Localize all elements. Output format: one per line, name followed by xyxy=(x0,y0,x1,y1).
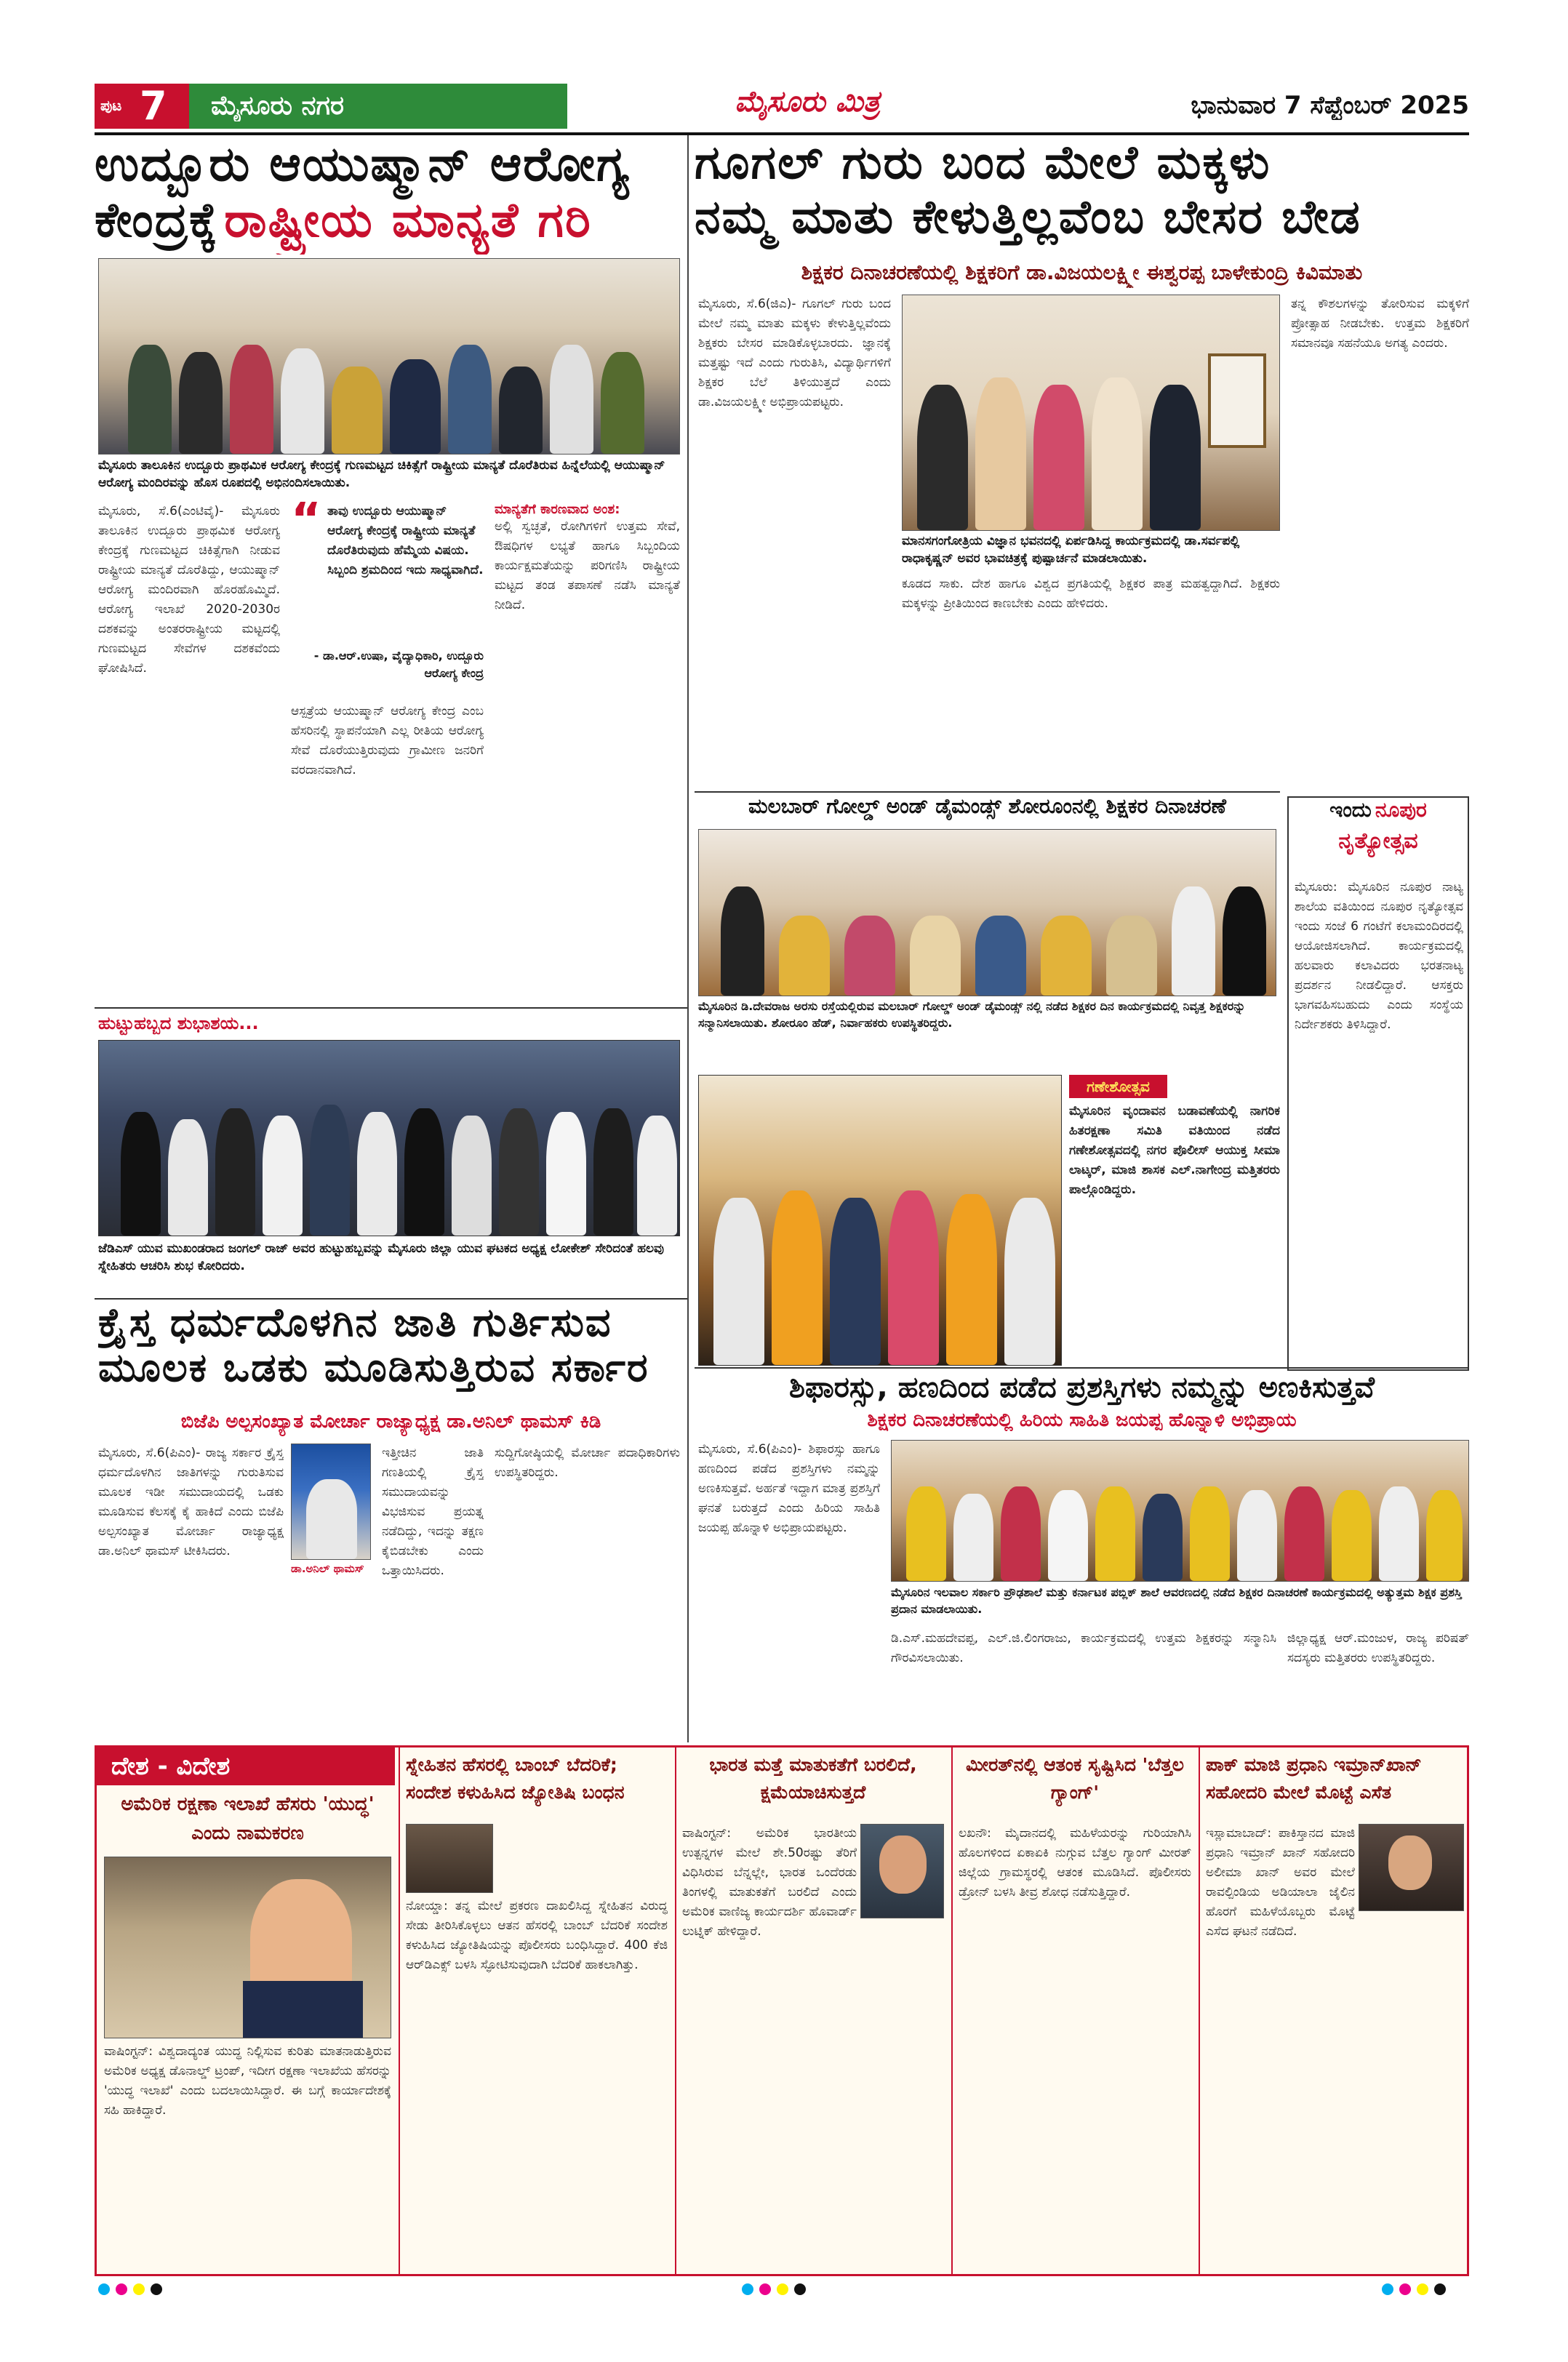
world-s5-photo xyxy=(1359,1824,1464,1911)
world-s3-photo xyxy=(860,1824,944,1918)
story1-body-col1: ಮೈಸೂರು, ಸೆ.6(ಎಂಟಿವೈ)- ಮೈಸೂರು ತಾಲೂಕಿನ ಉದ್ಬೂರು ಪ್ರಾಥಮಿಕ ಆರೋಗ್ಯ ಕೇಂದ್ರಕ್ಕೆ ಗುಣಮಟ್ಟದ ಚಿಕಿತ್ಸೆಗಾಗಿ ನೀಡುವ ರಾಷ್ಟ್ರೀಯ ಮಾನ್ಯತೆ ದೊರೆತಿದ್ದು, ಆಯುಷ್ಮಾನ್ ಆರೋಗ್ಯ ಮಂದಿರವಾಗಿ ಹೊರಹೊಮ್ಮಿದೆ. ಆರೋಗ್ಯ ಇಲಾಖೆ 2020-2030ರ ದಶಕವನ್ನು ಅಂತರರಾಷ್ಟ್ರೀಯ ಮಟ್ಟದಲ್ಲಿ ಗುಣಮಟ್ಟದ ಸೇವೆಗಳ ದಶಕವೆಂದು ಘೋಷಿಸಿದೆ. xyxy=(98,504,280,676)
world-strip xyxy=(95,1745,1469,2276)
story1-headline xyxy=(95,138,684,255)
bday-label: ಹುಟ್ಟುಹಬ್ಬದ ಶುಭಾಶಯ... xyxy=(98,1013,259,1033)
story1-body-col3: ಅಲ್ಲಿ ಸ್ವಚ್ಛತೆ, ರೋಗಿಗಳಿಗೆ ಉತ್ತಮ ಸೇವೆ, ಔಷಧಿಗಳ ಲಭ್ಯತೆ ಹಾಗೂ ಸಿಬ್ಬಂದಿಯ ಕಾರ್ಯಕ್ಷಮತೆಯನ್ನು ಪರಿಗಣಿಸಿ ರಾಷ್ಟ್ರೀಯ ಮಟ್ಟದ ತಂಡ ತಪಾಸಣೆ ನಡೆಸಿ ಮಾನ್ಯತೆ ನೀಡಿದೆ. xyxy=(495,519,680,612)
story4-photo xyxy=(698,829,1276,996)
story3-headline xyxy=(695,138,1469,255)
story5-box xyxy=(1287,796,1469,1371)
registration-dots-left xyxy=(98,2283,185,2298)
story2-subhead: ಬಿಜೆಪಿ ಅಲ್ಪಸಂಖ್ಯಾತ ಮೋರ್ಚಾ ರಾಜ್ಯಾಧ್ಯಕ್ಷ ಡಾ.ಅನಿಲ್ ಥಾಮಸ್ ಕಿಡಿ xyxy=(180,1411,601,1433)
page-number-badge xyxy=(95,84,189,129)
bday-photo xyxy=(98,1040,680,1236)
story6-body: ಮೈಸೂರಿನ ವೃಂದಾವನ ಬಡಾವಣೆಯಲ್ಲಿ ನಾಗರಿಕ ಹಿತರಕ್ಷಣಾ ಸಮಿತಿ ವತಿಯಿಂದ ನಡೆದ ಗಣೇಶೋತ್ಸವದಲ್ಲಿ ನಗರ ಪೊಲೀಸ್ ಆಯುಕ್ತ ಸೀಮಾ ಲಾಟ್ಕರ್, ಮಾಜಿ ಶಾಸಕ ಎಲ್.ನಾಗೇಂದ್ರ ಮತ್ತಿತರರು ಪಾಲ್ಗೊಂಡಿದ್ದರು. xyxy=(1069,1104,1280,1197)
registration-dots-right xyxy=(1382,2283,1469,2298)
world-s1-photo xyxy=(104,1857,391,2038)
story3-body-col1: ಮೈಸೂರು, ಸೆ.6(ಜಿಎ)- ಗೂಗಲ್ ಗುರು ಬಂದ ಮೇಲೆ ನಮ್ಮ ಮಾತು ಮಕ್ಕಳು ಕೇಳುತ್ತಿಲ್ಲವೆಂದು ಶಿಕ್ಷಕರು ಬೇಸರ ಮಾಡಿಕೊಳ್ಳಬಾರದು. ಜ್ಞಾನಕ್ಕೆ ಮತ್ತಷ್ಟು ಇದೆ ಎಂದು ಗುರುತಿಸಿ, ವಿದ್ಯಾರ್ಥಿಗಳಿಗೆ ಶಿಕ್ಷಕರ ಬೆಲೆ ತಿಳಿಯುತ್ತದೆ ಎಂದು ಡಾ.ವಿಜಯಲಕ್ಷ್ಮೀ ಅಭಿಪ್ರಾಯಪಟ್ಟರು. xyxy=(698,297,891,409)
story7-body-col3: ಜಿಲ್ಲಾಧ್ಯಕ್ಷ ಆರ್.ಮಂಜುಳ, ರಾಜ್ಯ ಪರಿಷತ್ ಸದಸ್ಯರು ಮತ್ತಿತರರು ಉಪಸ್ಥಿತರಿದ್ದರು. xyxy=(1287,1631,1469,1665)
world-s5-headline: ಪಾಕ್ ಮಾಜಿ ಪ್ರಧಾನಿ ಇಮ್ರಾನ್‌ಖಾನ್ ಸಹೋದರಿ ಮೇಲೆ ಮೊಟ್ಟೆ ಎಸೆತ xyxy=(1206,1754,1422,1803)
story3-subhead: ಶಿಕ್ಷಕರ ದಿನಾಚರಣೆಯಲ್ಲಿ ಶಿಕ್ಷಕರಿಗೆ ಡಾ.ವಿಜಯಲಕ್ಷ್ಮೀ ಈಶ್ವರಪ್ಪ ಬಾಳೇಕುಂದ್ರಿ ಕಿವಿಮಾತು xyxy=(801,260,1363,284)
story6-photo xyxy=(698,1075,1062,1366)
story1-quote: ತಾವು ಉದ್ಬೂರು ಆಯುಷ್ಮಾನ್ ಆರೋಗ್ಯ ಕೇಂದ್ರಕ್ಕೆ ರಾಷ್ಟ್ರೀಯ ಮಾನ್ಯತೆ ದೊರೆತಿರುವುದು ಹೆಮ್ಮೆಯ ವಿಷಯ. ಸಿಬ್ಬಂದಿ ಶ್ರಮದಿಂದ ಇದು ಸಾಧ್ಯವಾಗಿದೆ. xyxy=(327,504,484,577)
world-s1-headline: ಅಮೆರಿಕ ರಕ್ಷಣಾ ಇಲಾಖೆ ಹೆಸರು 'ಯುದ್ಧ' ಎಂದು ನಾಮಕರಣ xyxy=(121,1793,375,1844)
story7-subhead: ಶಿಕ್ಷಕರ ದಿನಾಚರಣೆಯಲ್ಲಿ ಹಿರಿಯ ಸಾಹಿತಿ ಜಯಪ್ಪ ಹೊನ್ನಾಳಿ ಅಭಿಪ್ರಾಯ xyxy=(867,1409,1297,1431)
world-s5-body: ಇಸ್ಲಾಮಾಬಾದ್: ಪಾಕಿಸ್ತಾನದ ಮಾಜಿ ಪ್ರಧಾನಿ ಇಮ್ರಾನ್ ಖಾನ್ ಸಹೋದರಿ ಅಲೀಮಾ ಖಾನ್ ಅವರ ಮೇಲೆ ರಾವಲ್ಪಿಂಡಿಯ ಅಡಿಯಾಲಾ ಜೈಲಿನ ಹೊರಗೆ ಮಹಿಳೆಯೊಬ್ಬರು ಮೊಟ್ಟೆ ಎಸೆದ ಘಟನೆ ನಡೆದಿದೆ. xyxy=(1206,1826,1355,1939)
story3-photo xyxy=(902,295,1280,531)
story7-rule xyxy=(695,1367,1469,1369)
story3-headline-line1: ಗೂಗಲ್ ಗುರು ಬಂದ ಮೇಲೆ ಮಕ್ಕಳು xyxy=(695,138,1271,190)
story4-rule xyxy=(695,791,1280,793)
column-divider xyxy=(687,135,689,1742)
story3-body-col3: ತನ್ನ ಕೌಶಲಗಳನ್ನು ತೋರಿಸುವ ಮಕ್ಕಳಿಗೆ ಪ್ರೋತ್ಸಾಹ ನೀಡಬೇಕು. ಉತ್ತಮ ಶಿಕ್ಷಕರಿಗೆ ಸಮಾನವೂ ಸಹನೆಯೂ ಅಗತ್ಯ ಎಂದರು. xyxy=(1291,297,1469,351)
story7-caption: ಮೈಸೂರಿನ ಇಲವಾಲ ಸರ್ಕಾರಿ ಪ್ರೌಢಶಾಲೆ ಮತ್ತು ಕರ್ನಾಟಕ ಪಬ್ಲಿಕ್ ಶಾಲೆ ಆವರಣದಲ್ಲಿ ನಡೆದ ಶಿಕ್ಷಕರ ದಿನಾಚರಣೆ ಕಾರ್ಯಕ್ರಮದಲ್ಲಿ ಅತ್ಯುತ್ತಮ ಶಿಕ್ಷಕ ಪ್ರಶಸ್ತಿ ಪ್ರದಾನ ಮಾಡಲಾಯಿತು. xyxy=(891,1585,1462,1616)
date-line: ಭಾನುವಾರ 7 ಸೆಪ್ಟೆಂಬರ್ 2025 xyxy=(1191,91,1469,120)
story1-col3 xyxy=(495,502,680,996)
story2-body-col2: ಇತ್ತೀಚಿನ ಜಾತಿ ಗಣತಿಯಲ್ಲಿ ಕ್ರೈಸ್ತ ಸಮುದಾಯವನ್ನು ವಿಭಜಿಸುವ ಪ್ರಯತ್ನ ನಡೆದಿದ್ದು, ಇದನ್ನು ತಕ್ಷಣ ಕೈಬಿಡಬೇಕು ಎಂದು ಒತ್ತಾಯಿಸಿದರು. xyxy=(382,1446,484,1578)
story7-body-col2: ಡಿ.ಎಸ್.ಮಹದೇವಪ್ಪ, ಎಲ್.ಜಿ.ಲಿಂಗರಾಜು, ಕಾರ್ಯಕ್ರಮದಲ್ಲಿ ಉತ್ತಮ ಶಿಕ್ಷಕರನ್ನು ಸನ್ಮಾನಿಸಿ ಗೌರವಿಸಲಾಯಿತು. xyxy=(891,1631,1276,1665)
world-header xyxy=(97,1748,395,1785)
world-s1-body: ವಾಷಿಂಗ್ಟನ್: ವಿಶ್ವದಾದ್ಯಂತ ಯುದ್ಧ ನಿಲ್ಲಿಸುವ ಕುರಿತು ಮಾತನಾಡುತ್ತಿರುವ ಅಮೆರಿಕ ಅಧ್ಯಕ್ಷ ಡೊನಾಲ್ಡ್ ಟ್ರಂಪ್, ಇದೀಗ ರಕ್ಷಣಾ ಇಲಾಖೆಯ ಹೆಸರನ್ನು 'ಯುದ್ಧ ಇಲಾಖೆ' ಎಂದು ಬದಲಾಯಿಸಿದ್ದಾರೆ. ಈ ಬಗ್ಗೆ ಕಾರ್ಯಾದೇಶಕ್ಕೆ ಸಹಿ ಹಾಕಿದ್ದಾರೆ. xyxy=(104,2044,391,2118)
story2-photo xyxy=(291,1444,371,1560)
story5-headline xyxy=(1289,798,1468,874)
story3-body-col2: ಕೂಡದ ಸಾಕು. ದೇಶ ಹಾಗೂ ವಿಶ್ವದ ಪ್ರಗತಿಯಲ್ಲಿ ಶಿಕ್ಷಕರ ಪಾತ್ರ ಮಹತ್ವದ್ದಾಗಿದೆ. ಶಿಕ್ಷಕರು ಮಕ್ಕಳನ್ನು ಪ್ರೀತಿಯಿಂದ ಕಾಣಬೇಕು ಎಂದು ಹೇಳಿದರು. xyxy=(902,577,1280,611)
world-s2-photo xyxy=(406,1824,493,1893)
story1-quote-author: - ಡಾ.ಆರ್.ಉಷಾ, ವೈದ್ಯಾಧಿಕಾರಿ, ಉದ್ಬೂರು ಆರೋಗ್ಯ ಕೇಂದ್ರ xyxy=(313,649,484,680)
world-s3-body: ವಾಷಿಂಗ್ಟನ್: ಅಮೆರಿಕ ಭಾರತೀಯ ಉತ್ಪನ್ನಗಳ ಮೇಲೆ ಶೇ.50ರಷ್ಟು ತೆರಿಗೆ ವಿಧಿಸಿರುವ ಬೆನ್ನಲ್ಲೇ, ಭಾರತ ಒಂದೆರಡು ತಿಂಗಳಲ್ಲಿ ಮಾತುಕತೆಗೆ ಬರಲಿದೆ ಎಂದು ಅಮೆರಿಕ ವಾಣಿಜ್ಯ ಕಾರ್ಯದರ್ಶಿ ಹೊವಾರ್ಡ್ ಲುಟ್ನಿಕ್ ಹೇಳಿದ್ದಾರೆ. xyxy=(682,1826,857,1939)
world-s3-headline: ಭಾರತ ಮತ್ತೆ ಮಾತುಕತೆಗೆ ಬರಲಿದೆ, ಕ್ಷಮೆಯಾಚಿಸುತ್ತದೆ xyxy=(709,1754,917,1803)
story7-body-col1: ಮೈಸೂರು, ಸೆ.6(ಪಿಎಂ)- ಶಿಫಾರಸ್ಸು ಹಾಗೂ ಹಣದಿಂದ ಪಡೆದ ಪ್ರಶಸ್ತಿಗಳು ನಮ್ಮನ್ನು ಅಣಕಿಸುತ್ತವೆ. ಅರ್ಹತೆ ಇದ್ದಾಗ ಮಾತ್ರ ಪ್ರಶಸ್ತಿಗೆ ಘನತೆ ಬರುತ್ತದೆ ಎಂದು ಹಿರಿಯ ಸಾಹಿತಿ ಜಯಪ್ಪ ಹೊನ್ನಾಳಿ ಅಭಿಪ್ರಾಯಪಟ್ಟರು. xyxy=(698,1442,880,1535)
story4-headline: ಮಲಬಾರ್ ಗೋಲ್ಡ್ ಅಂಡ್ ಡೈಮಂಡ್ಸ್ ಶೋರೂಂನಲ್ಲಿ ಶಿಕ್ಷಕರ ದಿನಾಚರಣೆ xyxy=(748,794,1226,818)
story2-body-col3: ಸುದ್ದಿಗೋಷ್ಠಿಯಲ್ಲಿ ಮೋರ್ಚಾ ಪದಾಧಿಕಾರಿಗಳು ಉಪಸ್ಥಿತರಿದ್ದರು. xyxy=(495,1446,680,1480)
world-s2-headline: ಸ್ನೇಹಿತನ ಹೆಸರಲ್ಲಿ ಬಾಂಬ್ ಬೆದರಿಕೆ; ಸಂದೇಶ ಕಳುಹಿಸಿದ ಜ್ಯೋತಿಷಿ ಬಂಧನ xyxy=(406,1754,625,1803)
story2-body-col1: ಮೈಸೂರು, ಸೆ.6(ಪಿಎಂ)- ರಾಜ್ಯ ಸರ್ಕಾರ ಕ್ರೈಸ್ತ ಧರ್ಮದೊಳಗಿನ ಜಾತಿಗಳನ್ನು ಗುರುತಿಸುವ ಮೂಲಕ ಇಡೀ ಸಮುದಾಯದಲ್ಲಿ ಒಡಕು ಮೂಡಿಸುವ ಕೆಲಸಕ್ಕೆ ಕೈ ಹಾಕಿದೆ ಎಂದು ಬಿಜೆಪಿ ಅಲ್ಪಸಂಖ್ಯಾತ ಮೋರ್ಚಾ ರಾಜ್ಯಾಧ್ಯಕ್ಷ ಡಾ.ಅನಿಲ್ ಥಾಮಸ್ ಟೀಕಿಸಿದರು. xyxy=(98,1446,284,1558)
story7-photo xyxy=(891,1440,1469,1582)
masthead xyxy=(95,84,1469,129)
paper-name: ಮೈಸೂರು ಮಿತ್ರ xyxy=(735,85,880,119)
story2-headline xyxy=(98,1302,684,1411)
story2-headline-line1: ಕ್ರೈಸ್ತ ಧರ್ಮದೊಳಗಿನ ಜಾತಿ ಗುರ್ತಿಸುವ xyxy=(98,1302,612,1345)
story5-headline-name: ನೂಪುರ xyxy=(1375,798,1427,822)
page-number: 7 xyxy=(140,84,167,129)
section-label: ಮೈಸೂರು ನಗರ xyxy=(211,91,345,121)
world-s2-body: ನೋಯ್ಡಾ: ತನ್ನ ಮೇಲೆ ಪ್ರಕರಣ ದಾಖಲಿಸಿದ್ದ ಸ್ನೇಹಿತನ ವಿರುದ್ಧ ಸೇಡು ತೀರಿಸಿಕೊಳ್ಳಲು ಆತನ ಹೆಸರಲ್ಲಿ ಬಾಂಬ್ ಬೆದರಿಕೆ ಸಂದೇಶ ಕಳುಹಿಸಿದ ಜ್ಯೋತಿಷಿಯನ್ನು ಪೊಲೀಸರು ಬಂಧಿಸಿದ್ದಾರೆ. 400 ಕೆಜಿ ಆರ್‌ಡಿಎಕ್ಸ್ ಬಳಸಿ ಸ್ಫೋಟಿಸುವುದಾಗಿ ಬೆದರಿಕೆ ಹಾಕಲಾಗಿತ್ತು. xyxy=(406,1899,668,1972)
story7-headline: ಶಿಫಾರಸ್ಸು, ಹಣದಿಂದ ಪಡೆದ ಪ್ರಶಸ್ತಿಗಳು ನಮ್ಮನ್ನು ಅಣಕಿಸುತ್ತವೆ xyxy=(789,1371,1375,1404)
story1-quote-box xyxy=(291,502,484,698)
story2-photo-name: ಡಾ.ಅನಿಲ್ ಥಾಮಸ್ xyxy=(291,1562,364,1575)
story5-headline-today: ಇಂದು xyxy=(1329,798,1372,822)
world-s4-headline: ಮೀರತ್‌ನಲ್ಲಿ ಆತಂಕ ಸೃಷ್ಟಿಸಿದ 'ಬೆತ್ತಲ ಗ್ಯಾಂಗ್' xyxy=(966,1754,1184,1803)
story1-body-col2: ಆಸ್ಪತ್ರೆಯ ಆಯುಷ್ಮಾನ್ ಆರೋಗ್ಯ ಕೇಂದ್ರ ಎಂಬ ಹೆಸರಿನಲ್ಲಿ ಸ್ಥಾಪನೆಯಾಗಿ ಎಲ್ಲ ರೀತಿಯ ಆರೋಗ್ಯ ಸೇವೆ ದೊರೆಯುತ್ತಿರುವುದು ಗ್ರಾಮೀಣ ಜನರಿಗೆ ವರದಾನವಾಗಿದೆ. xyxy=(291,704,484,777)
story4-caption: ಮೈಸೂರಿನ ಡಿ.ದೇವರಾಜ ಅರಸು ರಸ್ತೆಯಲ್ಲಿರುವ ಮಲಬಾರ್ ಗೋಲ್ಡ್ ಅಂಡ್ ಡೈಮಂಡ್ಸ್ ನಲ್ಲಿ ನಡೆದ ಶಿಕ್ಷಕರ ದಿನ ಕಾರ್ಯಕ್ರಮದಲ್ಲಿ ನಿವೃತ್ತ ಶಿಕ್ಷಕರನ್ನು ಸನ್ಮಾನಿಸಲಾಯಿತು. ಶೋರೂಂ ಹೆಡ್, ನಿರ್ವಾಹಕರು ಉಪಸ್ಥಿತರಿದ್ದರು. xyxy=(698,999,1246,1030)
story5-headline-event: ನೃತ್ಯೋತ್ಸವ xyxy=(1338,828,1418,854)
story1-headline-line2a: ಕೇಂದ್ರಕ್ಕೆ xyxy=(95,192,219,249)
story3-caption: ಮಾನಸಗಂಗೋತ್ರಿಯ ವಿಜ್ಞಾನ ಭವನದಲ್ಲಿ ಏರ್ಪಡಿಸಿದ್ದ ಕಾರ್ಯಕ್ರಮದಲ್ಲಿ ಡಾ.ಸರ್ವಪಲ್ಲಿ ರಾಧಾಕೃಷ್ಣನ್ ಅವರ ಭಾವಚಿತ್ರಕ್ಕೆ ಪುಷ್ಪಾರ್ಚನೆ ಮಾಡಲಾಯಿತು. xyxy=(902,534,1240,566)
story2-headline-line2: ಮೂಲಕ ಒಡಕು ಮೂಡಿಸುತ್ತಿರುವ ಸರ್ಕಾರ xyxy=(98,1345,649,1391)
story5-body: ಮೈಸೂರು: ಮೈಸೂರಿನ ನೂಪುರ ನಾಟ್ಯ ಶಾಲೆಯ ವತಿಯಿಂದ ನೂಪುರ ನೃತ್ಯೋತ್ಸವ ಇಂದು ಸಂಜೆ 6 ಗಂಟೆಗೆ ಕಲಾಮಂದಿರದಲ್ಲಿ ಆಯೋಜಿಸಲಾಗಿದೆ. ಕಾರ್ಯಕ್ರಮದಲ್ಲಿ ಹಲವಾರು ಕಲಾವಿದರು ಭರತನಾಟ್ಯ ಪ್ರದರ್ಶನ ನೀಡಲಿದ್ದಾರೆ. ಆಸಕ್ತರು ಭಾಗವಹಿಸಬಹುದು ಎಂದು ಸಂಸ್ಥೆಯ ನಿರ್ದೇಶಕರು ತಿಳಿಸಿದ್ದಾರೆ. xyxy=(1295,880,1463,1032)
story6-tag: ಗಣೇಶೋತ್ಸವ xyxy=(1069,1075,1167,1098)
story1-headline-line2b: ರಾಷ್ಟ್ರೀಯ ಮಾನ್ಯತೆ ಗರಿ xyxy=(224,192,592,249)
world-header-label: ದೇಶ - ವಿದೇಶ xyxy=(111,1752,231,1781)
registration-dots-center xyxy=(742,2283,829,2298)
story1-photo xyxy=(98,258,680,455)
story1-headline-line1: ಉದ್ಬೂರು ಆಯುಷ್ಮಾನ್ ಆರೋಗ್ಯ xyxy=(95,138,631,192)
bday-rule xyxy=(95,1007,687,1009)
masthead-rule xyxy=(95,132,1469,135)
story2-rule xyxy=(95,1298,687,1300)
bday-caption: ಜೆಡಿಎಸ್ ಯುವ ಮುಖಂಡರಾದ ಜಂಗಲ್ ರಾಜ್ ಅವರ ಹುಟ್ಟುಹಬ್ಬವನ್ನು ಮೈಸೂರು ಜಿಲ್ಲಾ ಯುವ ಘಟಕದ ಅಧ್ಯಕ್ಷ ಲೋಕೇಶ್ ಸೇರಿದಂತೆ ಹಲವು ಸ್ನೇಹಿತರು ಆಚರಿಸಿ ಶುಭ ಕೋರಿದರು. xyxy=(98,1241,664,1273)
page-label: ಪುಟ xyxy=(100,97,122,114)
quote-mark-icon: “ xyxy=(291,502,322,547)
world-s4-body: ಲಖನೌ: ಮೈದಾನದಲ್ಲಿ ಮಹಿಳೆಯರನ್ನು ಗುರಿಯಾಗಿಸಿ ಹೊಲಗಳಿಂದ ಏಕಾಏಕಿ ನುಗ್ಗುವ ಬೆತ್ತಲ ಗ್ಯಾಂಗ್ ಮೀರತ್ ಜಿಲ್ಲೆಯ ಗ್ರಾಮಸ್ಥರಲ್ಲಿ ಆತಂಕ ಮೂಡಿಸಿದೆ. ಪೊಲೀಸರು ಡ್ರೋನ್ ಬಳಸಿ ತೀವ್ರ ಶೋಧ ನಡೆಸುತ್ತಿದ್ದಾರೆ. xyxy=(959,1826,1191,1899)
story1-sidebar-label: ಮಾನ್ಯತೆಗೆ ಕಾರಣವಾದ ಅಂಶ: xyxy=(495,502,620,517)
story3-headline-line2: ನಮ್ಮ ಮಾತು ಕೇಳುತ್ತಿಲ್ಲವೆಂಬ ಬೇಸರ ಬೇಡ xyxy=(695,191,1361,245)
section-name xyxy=(189,84,567,129)
paper-logo xyxy=(655,85,960,127)
story1-caption: ಮೈಸೂರು ತಾಲೂಕಿನ ಉದ್ಬೂರು ಪ್ರಾಥಮಿಕ ಆರೋಗ್ಯ ಕೇಂದ್ರಕ್ಕೆ ಗುಣಮಟ್ಟದ ಚಿಕಿತ್ಸೆಗೆ ರಾಷ್ಟ್ರೀಯ ಮಾನ್ಯತೆ ದೊರೆತಿರುವ ಹಿನ್ನೆಲೆಯಲ್ಲಿ ಆಯುಷ್ಮಾನ್ ಆರೋಗ್ಯ ಮಂದಿರವನ್ನು ಹೊಸ ರೂಪದಲ್ಲಿ ಅಭಿನಂದಿಸಲಾಯಿತು. xyxy=(98,458,665,490)
